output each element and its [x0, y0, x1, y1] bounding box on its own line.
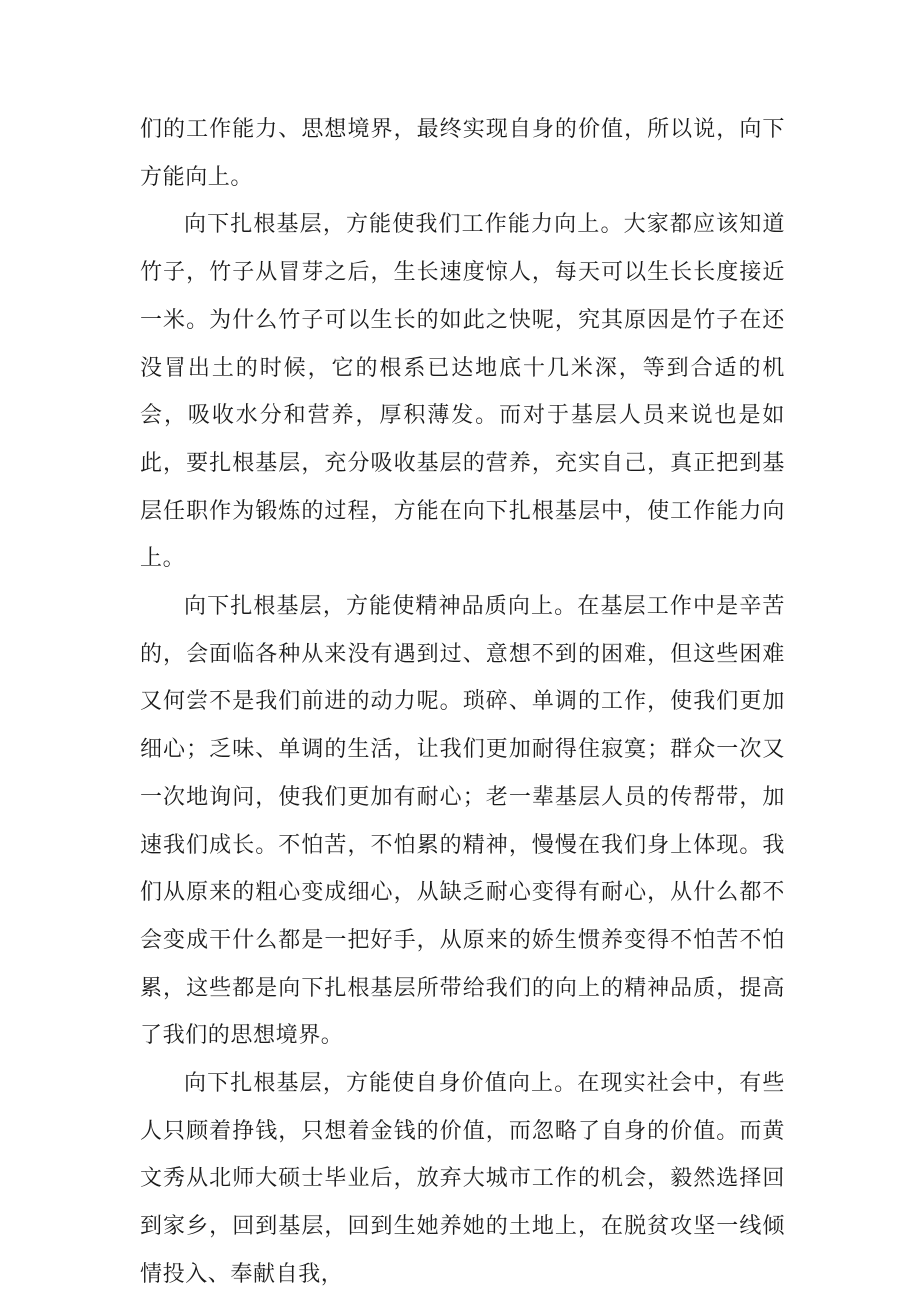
- paragraph-spiritual-quality: 向下扎根基层，方能使精神品质向上。在基层工作中是辛苦的，会面临各种从来没有遇到过、意想不到的困难，但这些困难又何尝不是我们前进的动力呢。琐碎、单调的工作，使我们更加细心；乏味、单调的生活，让我们更加耐得住寂寞；群众一次又一次地询问，使我们更加有耐心；老一辈基层人员的传帮带，加速我们成长。不怕苦，不怕累的精神，慢慢在我们身上体现。我们从原来的粗心变成细心，从缺乏耐心变得有耐心，从什么都不会变成干什么都是一把好手，从原来的娇生惯养变得不怕苦不怕累，这些都是向下扎根基层所带给我们的向上的精神品质，提高了我们的思想境界。: [140, 594, 785, 1049]
- document-body: [140, 106, 785, 1299]
- paragraph-work-ability: 向下扎根基层，方能使我们工作能力向上。大家都应该知道竹子，竹子从冒芽之后，生长速度惊人，每天可以生长长度接近一米。为什么竹子可以生长的如此之快呢，究其原因是竹子在还没冒出土的时候，它的根系已达地底十几米深，等到合适的机会，吸收水分和营养，厚积薄发。而对于基层人员来说也是如此，要扎根基层，充分吸收基层的营养，充实自己，真正把到基层任职作为锻炼的过程，方能在向下扎根基层中，使工作能力向上。: [140, 212, 785, 572]
- paragraph-self-value: 向下扎根基层，方能使自身价值向上。在现实社会中，有些人只顾着挣钱，只想着金钱的价值，而忽略了自身的价值。而黄文秀从北师大硕士毕业后，放弃大城市工作的机会，毅然选择回到家乡，回到基层，回到生她养她的土地上，在脱贫攻坚一线倾情投入、奉献自我，: [140, 1071, 785, 1287]
- paragraph-continuation: 们的工作能力、思想境界，最终实现自身的价值，所以说，向下方能向上。: [140, 117, 785, 190]
